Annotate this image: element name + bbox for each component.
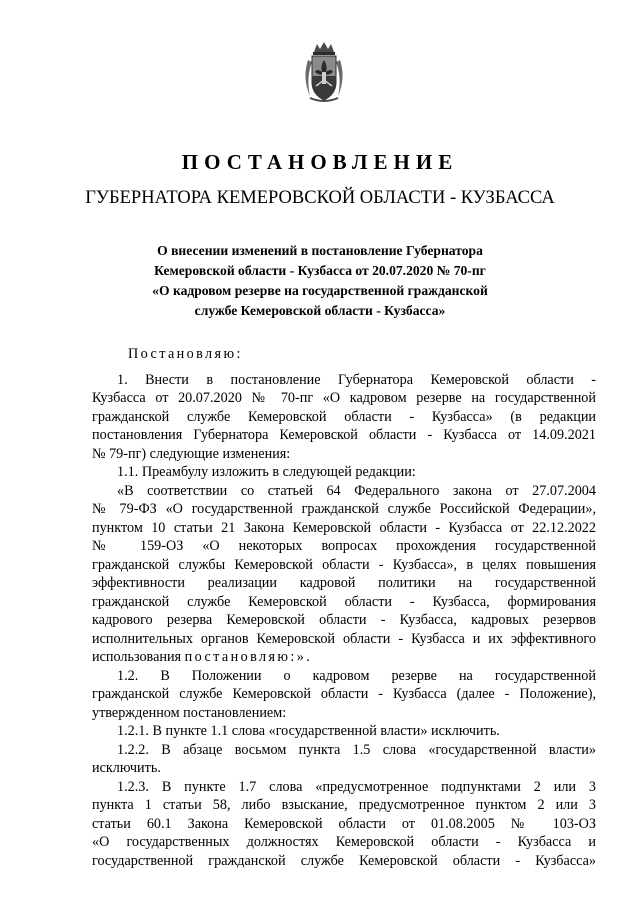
body-text: государственной гражданской службе Кемеровской области - Кузбасса» <box>92 852 596 869</box>
body-text: № 79-пг) следующие изменения: <box>92 445 291 462</box>
decree-word: Постановляю: <box>128 346 243 362</box>
body-text-line <box>92 445 596 464</box>
body-text-line <box>92 648 596 667</box>
body-text: эффективности реализации кадровой политики на государственной <box>92 575 596 591</box>
body-text: кадрового резерва Кемеровской области - Кузбасса, кадровых резервов <box>92 612 596 628</box>
body-text: пункта 1 статьи 58, либо взыскание, предусмотренное пунктом 2 или 3 <box>92 797 596 813</box>
body-text: 1. Внести в постановление Губернатора Кемеровской области - <box>117 371 596 388</box>
body-text: гражданской службе Кемеровской области - Кузбасса» (в редакции <box>92 408 596 425</box>
body-text-line <box>92 593 596 612</box>
body-text-line <box>92 815 596 834</box>
body-text-line <box>92 704 596 723</box>
body-text-line <box>92 741 596 760</box>
body-text: «В соответствии со статьей 64 Федерального закона от 27.07.2004 <box>117 482 596 499</box>
body-text-line <box>92 611 596 630</box>
body-text: 1.1. Преамбулу изложить в следующей редакции: <box>117 464 416 480</box>
body-text-line <box>92 759 596 778</box>
body-text: № 79-ФЗ «О государственной гражданской службе Российской Федерации», <box>92 501 596 517</box>
body-text-line <box>92 778 596 797</box>
coat-of-arms-emblem <box>300 42 348 104</box>
body-text-line <box>92 426 596 445</box>
body-text: «О государственных должностях Кемеровской области - Кузбасса и <box>92 834 596 850</box>
decree-word-inline: постановляю:». <box>184 649 313 665</box>
issuer-subtitle: ГУБЕРНАТОРА КЕМЕРОВСКОЙ ОБЛАСТИ - КУЗБАССА <box>85 188 555 208</box>
body-text: исполнительных органов Кемеровской области - Кузбасса и их эффективного <box>92 630 596 647</box>
body-text: Кузбасса от 20.07.2020 № 70-пг «О кадровом резерве на государственной <box>92 390 596 406</box>
body-text-line <box>92 852 596 871</box>
body-text-line <box>92 685 596 704</box>
body-text-line <box>92 389 596 408</box>
body-text-line <box>92 796 596 815</box>
body-text-line <box>92 500 596 519</box>
body-text-line <box>92 722 596 741</box>
heading-line: О внесении изменений в постановление Губернатора <box>157 243 483 258</box>
body-text: гражданской службе Кемеровской области - Кузбасса, формирования <box>92 593 596 610</box>
document-heading <box>0 241 640 321</box>
body-text: постановления Губернатора Кемеровской области - Кузбасса от 14.09.2021 <box>92 427 596 443</box>
body-text-line <box>92 574 596 593</box>
body-text: статьи 60.1 Закона Кемеровской области от 01.08.2005 № 103-ОЗ <box>92 815 596 832</box>
body-text-line <box>92 408 596 427</box>
document-body <box>92 345 596 870</box>
body-text-line <box>92 463 596 482</box>
body-text-line <box>92 537 596 556</box>
body-text: исключить. <box>92 760 161 776</box>
body-text-line <box>92 833 596 852</box>
body-text-line <box>92 667 596 686</box>
body-text: гражданской службе Кемеровской области - Кузбасса (далее - Положение), <box>92 686 596 702</box>
body-text: 1.2.3. В пункте 1.7 слова «предусмотренное подпунктами 2 или 3 <box>117 778 596 795</box>
heading-line: службе Кемеровской области - Кузбасса» <box>194 303 446 318</box>
body-text: 1.2. В Положении о кадровом резерве на государственной <box>117 667 596 684</box>
body-text-line <box>92 371 596 390</box>
body-text: 1.2.1. В пункте 1.1 слова «государственной власти» исключить. <box>117 723 500 739</box>
body-text-line <box>92 556 596 575</box>
body-text: 1.2.2. В абзаце восьмом пункта 1.5 слова «государственной власти» <box>117 741 596 758</box>
body-text: гражданской службы Кемеровской области - Кузбасса», в целях повышения <box>92 556 596 573</box>
body-text-line <box>92 482 596 501</box>
body-text: пунктом 10 статьи 21 Закона Кемеровской области - Кузбасса от 22.12.2022 <box>92 519 596 536</box>
body-text-line <box>92 630 596 649</box>
body-text: использования <box>92 649 182 665</box>
body-text: № 159-ОЗ «О некоторых вопросах прохождения государственной <box>92 538 596 554</box>
document-title: ПОСТАНОВЛЕНИЕ <box>181 150 459 174</box>
body-text: утвержденном постановлением: <box>92 704 287 721</box>
heading-line: Кемеровской области - Кузбасса от 20.07.2020 № 70-пг <box>154 263 486 278</box>
heading-line: «О кадровом резерве на государственной гражданской <box>152 283 488 298</box>
body-text-line <box>92 519 596 538</box>
